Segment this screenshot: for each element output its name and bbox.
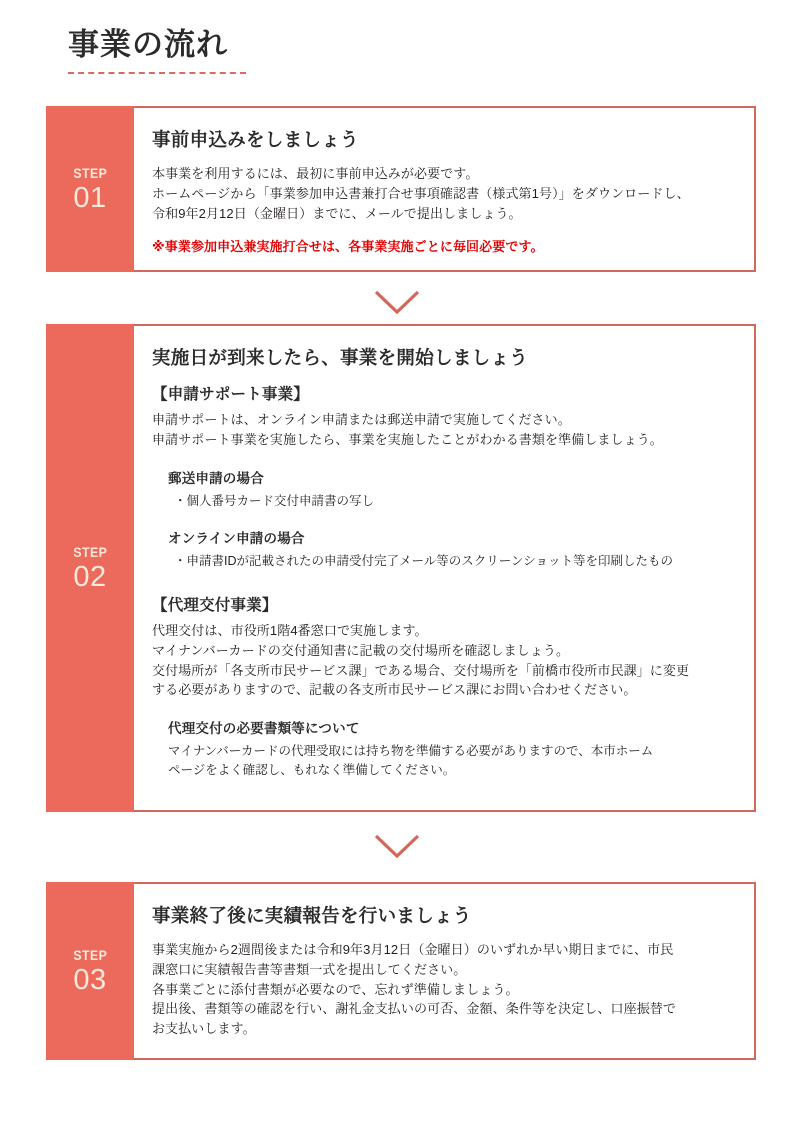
step-number-label: 01 (73, 181, 107, 214)
step-heading-03: 事業終了後に実績報告を行いましょう (152, 905, 472, 926)
step-heading-01: 事前申込みをしましょう (152, 129, 359, 150)
title-underline-rule (68, 72, 246, 74)
subsection-body-line: マイナンバーカードの代理受取には持ち物を準備する必要がありますので、本市ホーム (168, 744, 654, 758)
step-body-line: 課窓口に実績報告書等書類一式を提出してください。 (152, 961, 467, 977)
step-number-label: 03 (73, 963, 107, 996)
page-title: 事業の流れ (68, 27, 228, 62)
subsection-body-line: ページをよく確認し、もれなく準備してください。 (168, 762, 456, 777)
subsection-title-postal-application: 郵送申請の場合 (168, 470, 264, 486)
step-connector-2 (0, 832, 794, 860)
step-word-label: STEP (73, 543, 107, 560)
step-warning-note: ※事業参加申込兼実施打合せは、各事業実施ごとに毎回必要です。 (152, 239, 544, 255)
subsection-title-required-documents: 代理交付の必要書類等について (168, 721, 360, 736)
step-card-03 (46, 882, 756, 1060)
step-word-label: STEP (73, 164, 107, 181)
bullet-postal-application: ・個人番号カード交付申請書の写し (174, 493, 375, 508)
step-body-line: 各事業ごとに添付書類が必要なので、忘れず準備しましょう。 (152, 981, 519, 997)
chevron-down-icon (372, 288, 422, 316)
step-body-line: 事業実施から2週間後または令和9年3月12日（金曜日）のいずれか早い期日までに、市民 (152, 942, 674, 957)
step-badge-03 (46, 882, 134, 1060)
step-connector-1 (0, 288, 794, 316)
section-title-proxy-delivery: 【代理交付事業】 (152, 597, 278, 614)
section-body-line: する必要がありますので、記載の各支所市民サービス課にお問い合わせください。 (152, 682, 637, 698)
step-body-line: 提出後、書類等の確認を行い、謝礼金支払いの可否、金額、条件等を決定し、口座振替で (152, 1001, 677, 1017)
step-number-label: 02 (73, 560, 107, 593)
step-body-line: 令和9年2月12日（金曜日）までに、メールで提出しましょう。 (152, 205, 522, 221)
step-content-02 (134, 324, 756, 812)
page-title-block (68, 26, 668, 74)
step-heading-02: 実施日が到来したら、事業を開始しましょう (152, 347, 529, 368)
step-content-01 (134, 106, 756, 272)
step-card-02 (46, 324, 756, 812)
step-body-line: ホームページから「事業参加申込書兼打合せ事項確認書（様式第1号）」をダウンロードし、 (152, 185, 690, 201)
section-body-line: 申請サポートは、オンライン申請または郵送申請で実施してください。 (152, 412, 571, 427)
subsection-title-online-application: オンライン申請の場合 (168, 531, 305, 547)
chevron-down-icon (372, 832, 422, 860)
section-body-line: 代理交付は、市役所1階4番窓口で実施します。 (152, 623, 428, 638)
section-body-line: 申請サポート事業を実施したら、事業を実施したことがわかる書類を準備しましょう。 (152, 431, 663, 447)
section-body-line: 交付場所が「各支所市民サービス課」である場合、交付場所を「前橋市役所市民課」に変更 (152, 662, 690, 678)
step-badge-01 (46, 106, 134, 272)
step-card-01 (46, 106, 756, 272)
step-badge-02 (46, 324, 134, 812)
step-body-line: お支払いします。 (152, 1021, 256, 1036)
section-title-application-support: 【申請サポート事業】 (152, 386, 310, 403)
step-content-03 (134, 882, 756, 1060)
step-word-label: STEP (73, 946, 107, 963)
section-body-line: マイナンバーカードの交付通知書に記載の交付場所を確認しましょう。 (152, 642, 570, 658)
step-body-line: 本事業を利用するには、最初に事前申込みが必要です。 (152, 166, 479, 181)
bullet-online-application: ・申請書IDが記載されたの申請受付完了メール等のスクリーンショット等を印刷したもの (174, 554, 673, 569)
